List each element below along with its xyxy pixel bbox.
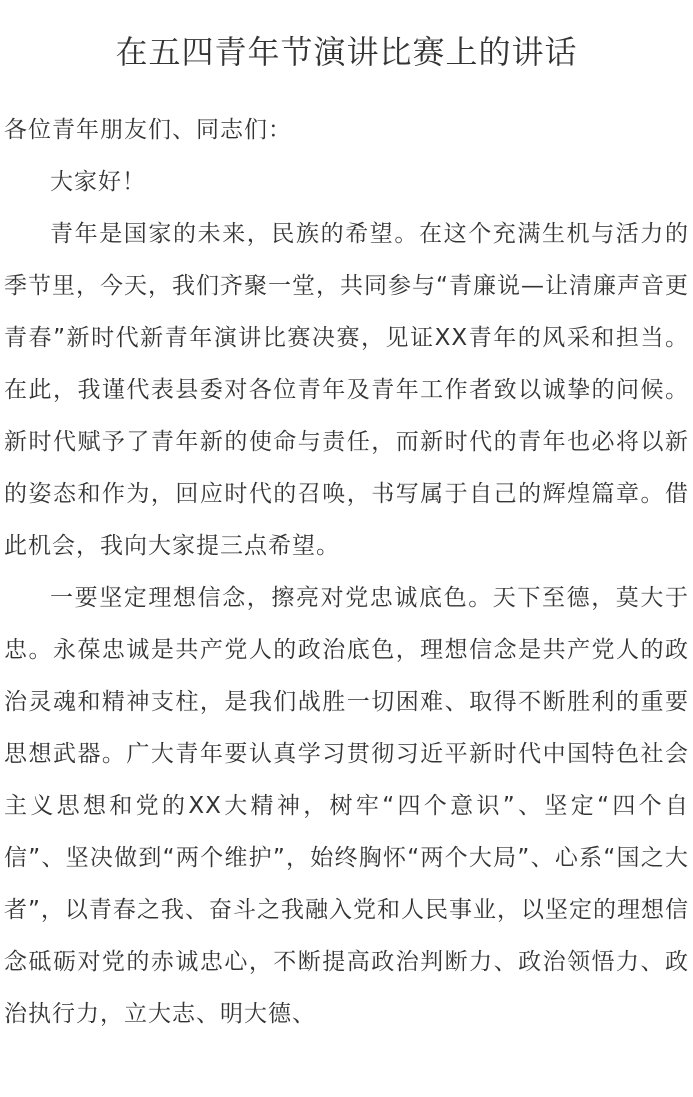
document-body — [4, 104, 689, 1040]
document-title: 在五四青年节演讲比赛上的讲话 — [115, 33, 578, 71]
paragraph-point-one: 一要坚定理想信念，擦亮对党忠诚底色。天下至德，莫大于忠。永葆忠诚是共产党人的政治底色，理想信念是共产党人的政治灵魂和精神支柱，是我们战胜一切困难、取得不断胜利的重要思想武器。广大青年要认真学习贯彻习近平新时代中国特色社会主义思想和党的XX大精神，树牢“四个意识”、坚定“四个自信”、坚决做到“两个维护”，始终胸怀“两个大局”、心系“国之大者”，以青春之我、奋斗之我融入党和人民事业，以坚定的理想信念砥砺对党的赤诚忠心，不断提高政治判断力、政治领悟力、政治执行力，立大志、明大德、 — [4, 585, 689, 1027]
paragraph-opening: 青年是国家的未来，民族的希望。在这个充满生机与活力的季节里，今天，我们齐聚一堂，共同参与“青廉说—让清廉声音更青春”新时代新青年演讲比赛决赛，见证XX青年的风采和担当。在此，我谨代表县委对各位青年及青年工作者致以诚挚的问候。新时代赋予了青年新的使命与责任，而新时代的青年也必将以新的姿态和作为，回应时代的召唤，书写属于自己的辉煌篇章。借此机会，我向大家提三点希望。 — [4, 221, 689, 559]
salutation: 各位青年朋友们、同志们： — [4, 117, 292, 143]
paragraph-greeting: 大家好！ — [50, 169, 146, 195]
